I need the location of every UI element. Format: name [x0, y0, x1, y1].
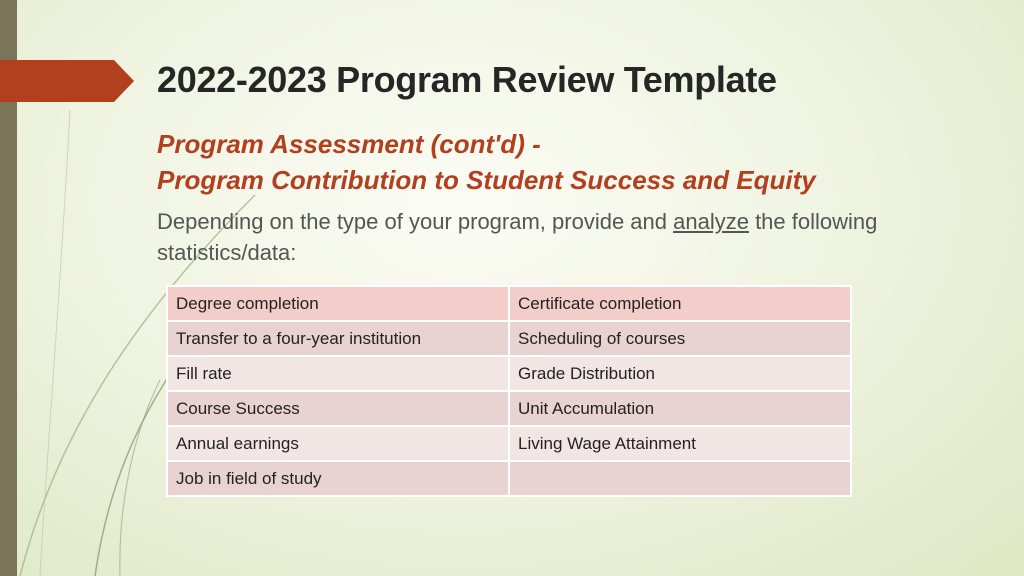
statistics-table: [166, 285, 852, 497]
subtitle-line-1: Program Assessment (cont'd) -: [157, 129, 541, 159]
intro-text: [157, 206, 957, 268]
subtitle-line-2: Program Contribution to Student Success and Equity: [157, 165, 816, 195]
table-cell: Unit Accumulation: [509, 391, 851, 426]
slide-subtitle: [157, 126, 816, 198]
table-cell: Job in field of study: [167, 461, 509, 496]
table-cell: Degree completion: [167, 286, 509, 321]
title-arrow-accent: [0, 60, 134, 102]
table-row: [167, 391, 851, 426]
intro-text-start: Depending on the type of your program, provide and: [157, 209, 674, 234]
table-cell: Transfer to a four-year institution: [167, 321, 509, 356]
table-row: [167, 426, 851, 461]
table-row: [167, 461, 851, 496]
intro-text-end: the following statistics/data:: [157, 209, 878, 265]
table-cell: Grade Distribution: [509, 356, 851, 391]
table-cell: Certificate completion: [509, 286, 851, 321]
table-cell: Annual earnings: [167, 426, 509, 461]
intro-underlined-word: analyze: [673, 209, 749, 234]
table-cell: [509, 461, 851, 496]
table-cell: Scheduling of courses: [509, 321, 851, 356]
table-row: [167, 286, 851, 321]
table-row: [167, 356, 851, 391]
table-cell: Course Success: [167, 391, 509, 426]
table-cell: Living Wage Attainment: [509, 426, 851, 461]
slide-title: 2022-2023 Program Review Template: [157, 59, 777, 100]
table-cell: Fill rate: [167, 356, 509, 391]
table-row: [167, 321, 851, 356]
